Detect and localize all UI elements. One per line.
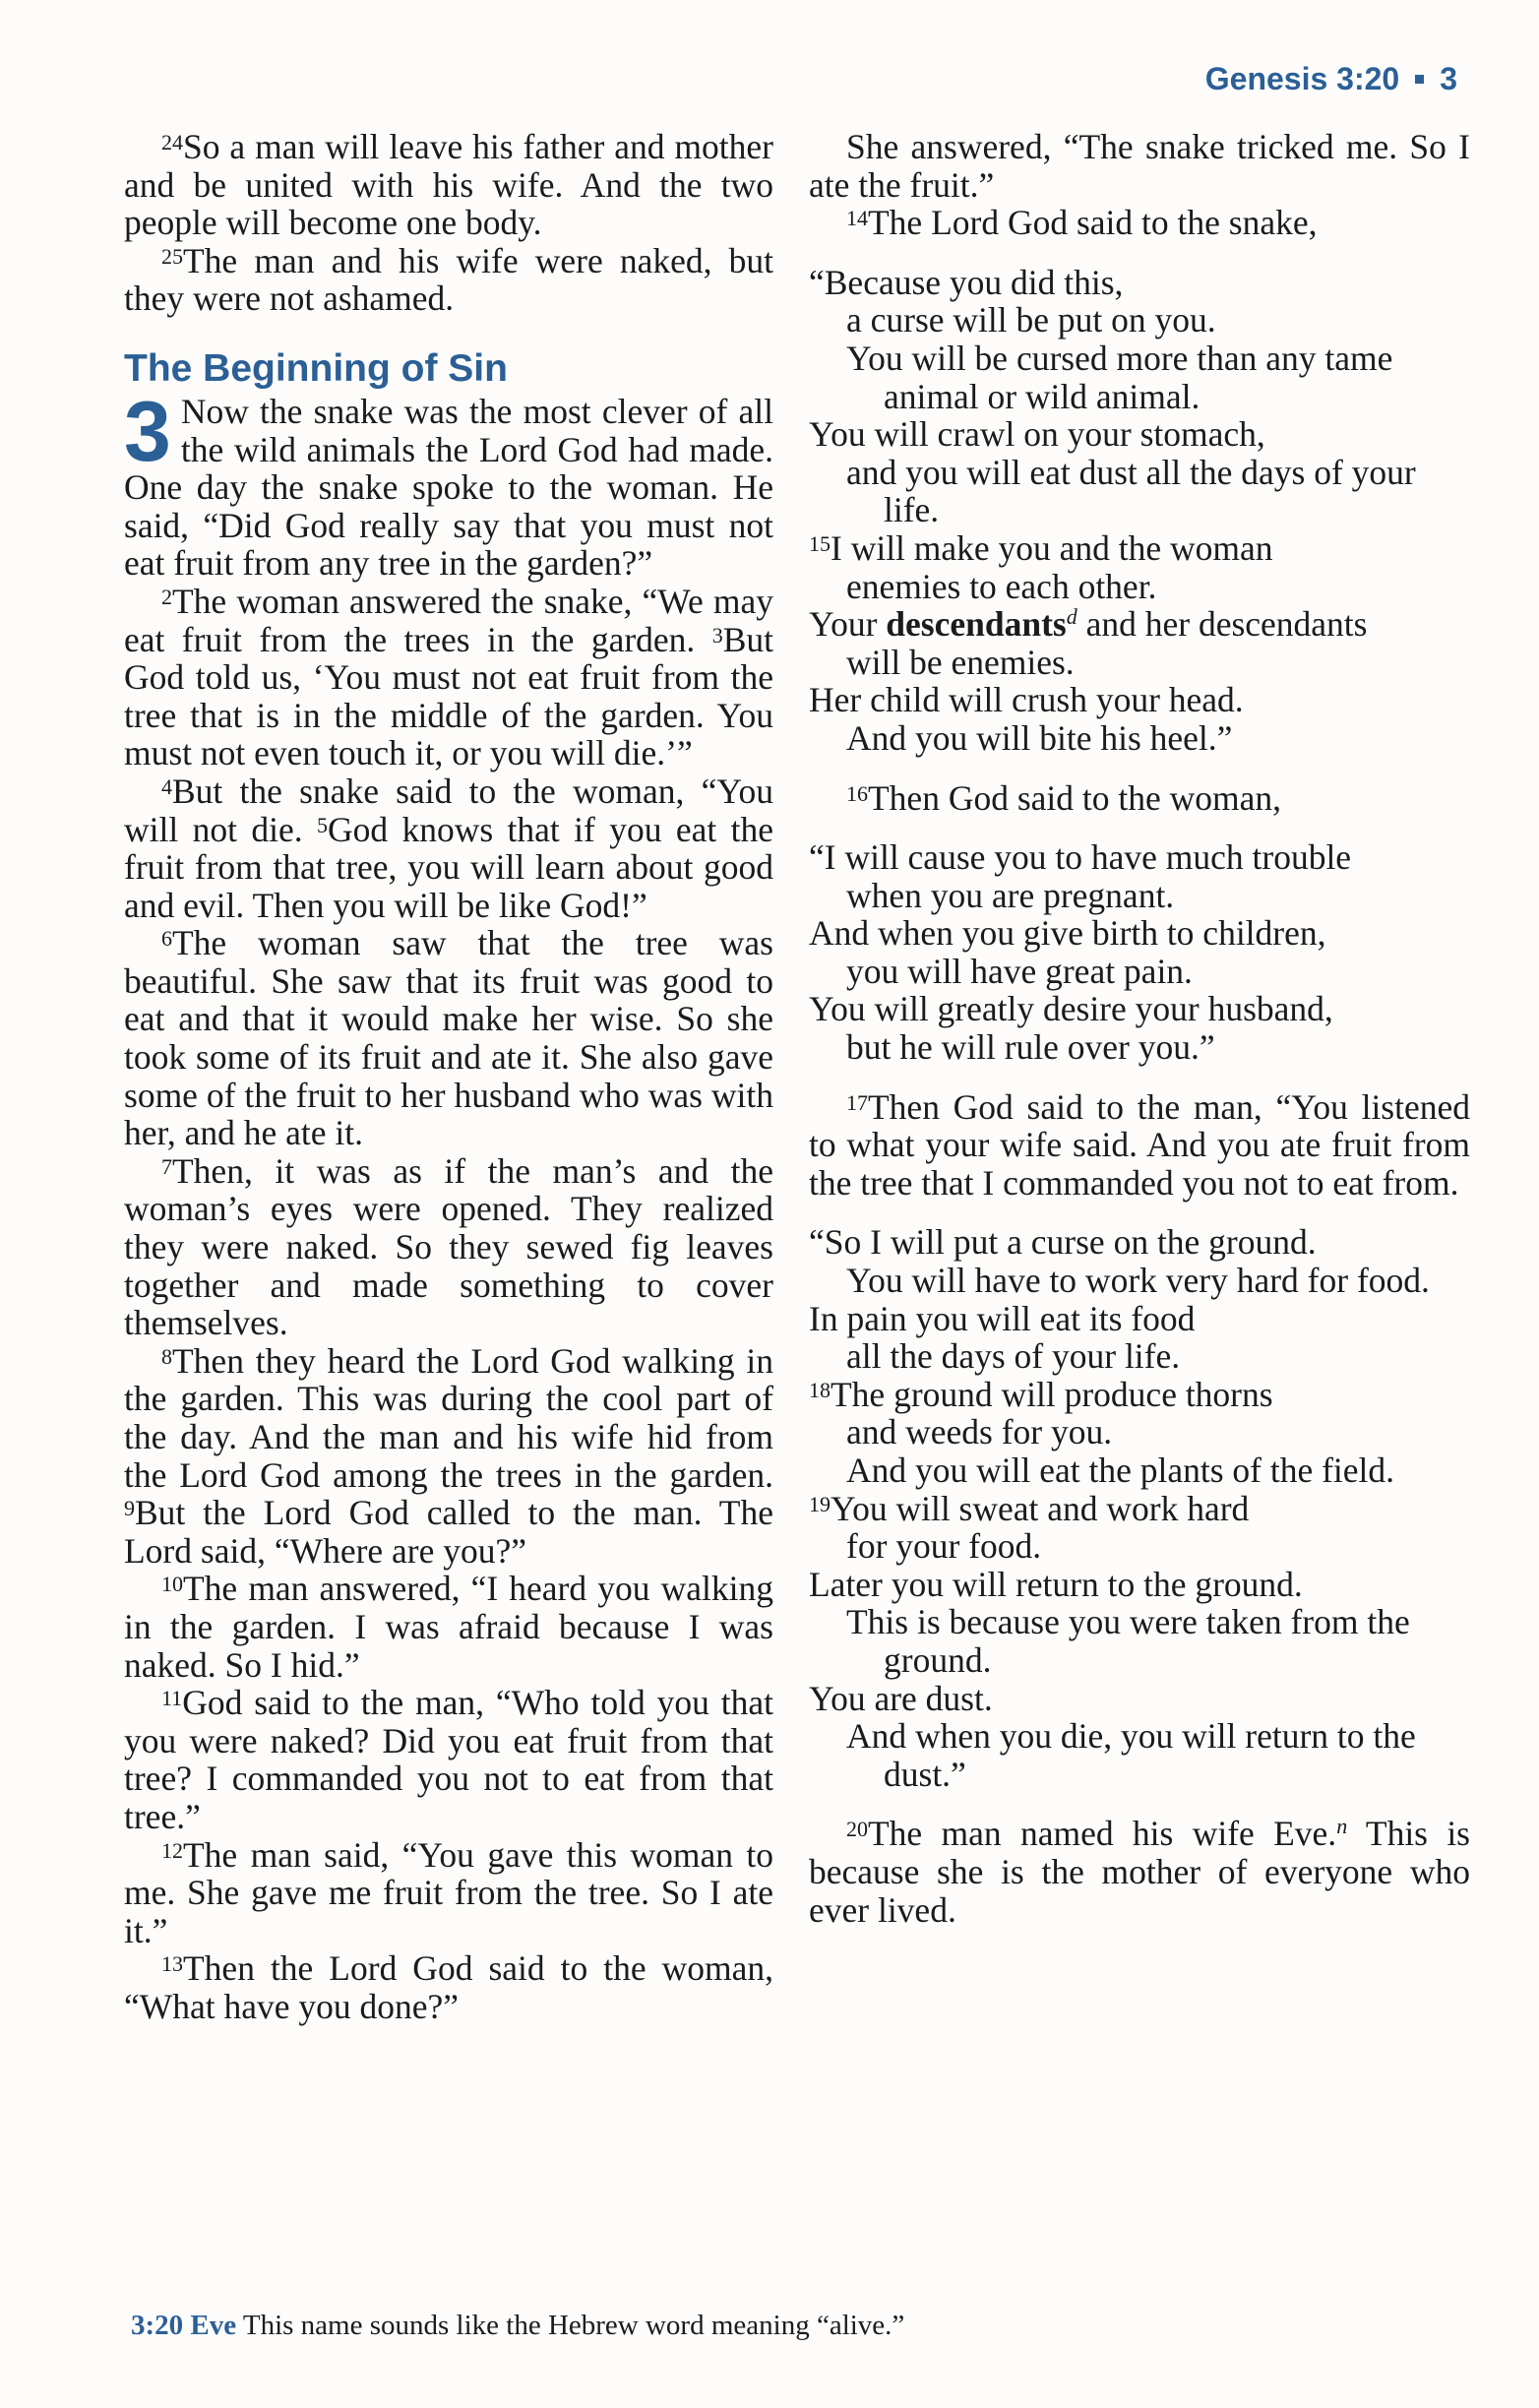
verse-text: Now the snake was the most clever of all the wild animals the Lord God had made. One day the snake spoke to the woman. He said, “Did God really say that you must not eat fruit from any tree in the garden?”	[124, 391, 773, 584]
verse-paragraph-14	[809, 204, 1470, 242]
poetry-line: Later you will return to the ground.	[809, 1564, 1303, 1604]
verse-paragraph-16	[809, 779, 1470, 818]
poetry-line: And when you give birth to children,	[809, 913, 1326, 954]
verse-text: God knows that if you eat the fruit from that tree, you will learn about good and evil. Then you will be like God!”	[124, 809, 773, 925]
verse-text: The man and his wife were naked, but they were not ashamed.	[124, 240, 773, 319]
verse-number: 2	[161, 584, 172, 609]
verse-paragraph-4	[124, 772, 773, 924]
poetry-line: And you will bite his heel.”	[846, 717, 1233, 758]
verse-text: This is because she is the mother of everyone who ever lived.	[809, 1814, 1471, 1930]
poetry-line: You will be cursed more than any tame animal or wild animal.	[846, 338, 1393, 416]
footnote-marker[interactable]: n	[1336, 1814, 1348, 1839]
poetry-block-17	[809, 1223, 1470, 1793]
poetry-line: You will greatly desire your husband,	[809, 989, 1333, 1029]
verse-text: The man named his wife Eve.	[868, 1814, 1337, 1854]
poetry-line: “So I will put a curse on the ground.	[809, 1222, 1317, 1263]
separator-square-icon	[1415, 75, 1424, 84]
verse-paragraph-6	[124, 924, 773, 1152]
poetry-line: a curse will be put on you.	[846, 300, 1216, 340]
verse-number: 8	[161, 1343, 172, 1369]
verse-number: 18	[809, 1377, 831, 1402]
verse-number: 4	[161, 773, 172, 799]
verse-text: Then they heard the Lord God walking in the garden. This was during the cool part of the day. And the man and his wife hid from the Lord God among the trees in the garden.	[124, 1340, 773, 1495]
verse-paragraph-20	[809, 1815, 1470, 1929]
section-heading: The Beginning of Sin	[124, 346, 508, 390]
verse-number: 3	[711, 622, 723, 648]
poetry-line: You will crawl on your stomach,	[809, 414, 1265, 455]
verse-paragraph-13	[124, 1949, 773, 2025]
footnote-reference: 3:20 Eve	[131, 2310, 237, 2341]
verse-text: So a man will leave his father and mother and be united with his wife. And the two people will become one body.	[124, 127, 773, 243]
poetry-block-14	[809, 264, 1470, 758]
footnote	[131, 2310, 904, 2342]
verse-text: Then, it was as if the man’s and the woman’s eyes were opened. They realized they were naked. So they sewed fig leaves together and made something to cover themselves.	[124, 1150, 773, 1343]
glossary-term[interactable]: descendants	[886, 604, 1067, 645]
verse-paragraph-1	[124, 384, 773, 584]
verse-text: The Lord God said to the snake,	[868, 203, 1318, 243]
verse-number: 7	[161, 1153, 172, 1179]
poetry-line: and you will eat dust all the days of your life.	[846, 452, 1416, 530]
poetry-line: You are dust.	[809, 1678, 993, 1718]
poetry-line: You will have to work very hard for food.	[846, 1261, 1430, 1301]
verse-text: But the Lord God called to the man. The Lord said, “Where are you?”	[124, 1493, 773, 1571]
verse-number: 15	[809, 530, 831, 556]
poetry-line	[809, 605, 1470, 644]
verse-number: 14	[846, 206, 868, 231]
verse-paragraph-10	[124, 1570, 773, 1684]
verse-text: and her descendants	[1077, 604, 1368, 645]
poetry-line	[809, 1490, 1470, 1528]
verse-text: God said to the man, “Who told you that you were naked? Did you eat fruit from that tree? I commanded you not to eat from that tree.”	[124, 1683, 773, 1836]
poetry-line: and weeds for you.	[846, 1412, 1113, 1452]
verse-text: She answered, “The snake tricked me. So I ate the fruit.”	[809, 127, 1470, 205]
verse-paragraph-8	[124, 1342, 773, 1571]
poetry-line: enemies to each other.	[846, 566, 1157, 606]
verse-text: Then the Lord God said to the woman, “What have you done?”	[124, 1948, 773, 2026]
verse-paragraph-25	[124, 242, 773, 318]
left-column	[124, 128, 773, 2026]
poetry-line	[809, 529, 1470, 568]
footnote-text: This name sounds like the Hebrew word meaning “alive.”	[242, 2310, 905, 2341]
poetry-line: you will have great pain.	[846, 951, 1193, 991]
verse-number: 17	[846, 1089, 868, 1115]
verse-number: 19	[809, 1491, 831, 1516]
verse-number: 5	[316, 812, 328, 837]
verse-text: But God told us, ‘You must not eat fruit from the tree that is in the middle of the garden. You must not even touch it, or you will die.’”	[124, 619, 773, 773]
verse-text: The man said, “You gave this woman to me. She gave me fruit from the tree. So I ate it.”	[124, 1834, 773, 1950]
verse-number: 12	[161, 1837, 183, 1863]
verse-text: I will make you and the woman	[831, 527, 1273, 568]
verse-number: 10	[161, 1572, 183, 1597]
verse-text: You will sweat and work hard	[831, 1488, 1250, 1528]
verse-text: Then God said to the woman,	[868, 777, 1282, 818]
chapter-reference: Genesis 3:20	[1204, 61, 1400, 96]
poetry-line	[809, 1376, 1470, 1414]
verse-paragraph-17	[809, 1088, 1470, 1203]
verse-text: But the snake said to the woman, “You will not die.	[124, 771, 773, 849]
verse-text: The man answered, “I heard you walking in the garden. I was afraid because I was naked. So I hid.”	[124, 1569, 773, 1685]
poetry-line: In pain you will eat its food	[809, 1298, 1196, 1338]
poetry-line: This is because you were taken from the ground.	[846, 1602, 1410, 1680]
poetry-line: all the days of your life.	[846, 1336, 1181, 1377]
running-header	[1205, 61, 1457, 97]
verse-text: The ground will produce thorns	[831, 1374, 1273, 1414]
verse-paragraph-7	[124, 1152, 773, 1342]
chapter-number: 3	[124, 384, 171, 479]
poetry-line: Her child will crush your head.	[809, 680, 1244, 720]
verse-text: The woman saw that the tree was beautiful. She saw that its fruit was good to eat and that it would make her wise. So she took some of its fruit and ate it. She also gave some of the fruit to her husband who was with her, and he ate it.	[124, 923, 773, 1153]
poetry-line: but he will rule over you.”	[846, 1027, 1215, 1068]
poetry-line: And when you die, you will return to the dust.”	[846, 1716, 1416, 1794]
verse-number: 16	[846, 780, 868, 806]
poetry-line: will be enemies.	[846, 642, 1075, 682]
poetry-block-16	[809, 838, 1470, 1067]
verse-text: Your	[809, 604, 887, 645]
verse-text: Then God said to the man, “You listened to what your wife said. And you ate fruit from the tree that I commanded you not to eat from.	[809, 1086, 1470, 1203]
poetry-line: when you are pregnant.	[846, 875, 1175, 915]
verse-number: 11	[161, 1686, 183, 1711]
right-column	[809, 128, 1470, 1929]
poetry-line: for your food.	[846, 1526, 1042, 1567]
verse-number: 20	[846, 1817, 868, 1842]
verse-text: The woman answered the snake, “We may eat fruit from the trees in the garden.	[124, 581, 773, 659]
footnote-marker[interactable]: d	[1066, 604, 1077, 630]
verse-number: 6	[161, 926, 172, 952]
page-number: 3	[1440, 61, 1457, 96]
verse-paragraph-13-continued	[809, 128, 1470, 204]
poetry-line: “I will cause you to have much trouble	[809, 837, 1352, 878]
verse-paragraph-2	[124, 583, 773, 772]
verse-paragraph-24	[124, 128, 773, 242]
poetry-line: And you will eat the plants of the field.	[846, 1451, 1395, 1490]
poetry-line: “Because you did this,	[809, 262, 1124, 302]
verse-paragraph-12	[124, 1836, 773, 1950]
verse-number: 24	[161, 130, 183, 154]
verse-number: 13	[161, 1951, 183, 1977]
verse-paragraph-11	[124, 1684, 773, 1835]
verse-number: 9	[124, 1496, 135, 1521]
verse-number: 25	[161, 243, 183, 269]
